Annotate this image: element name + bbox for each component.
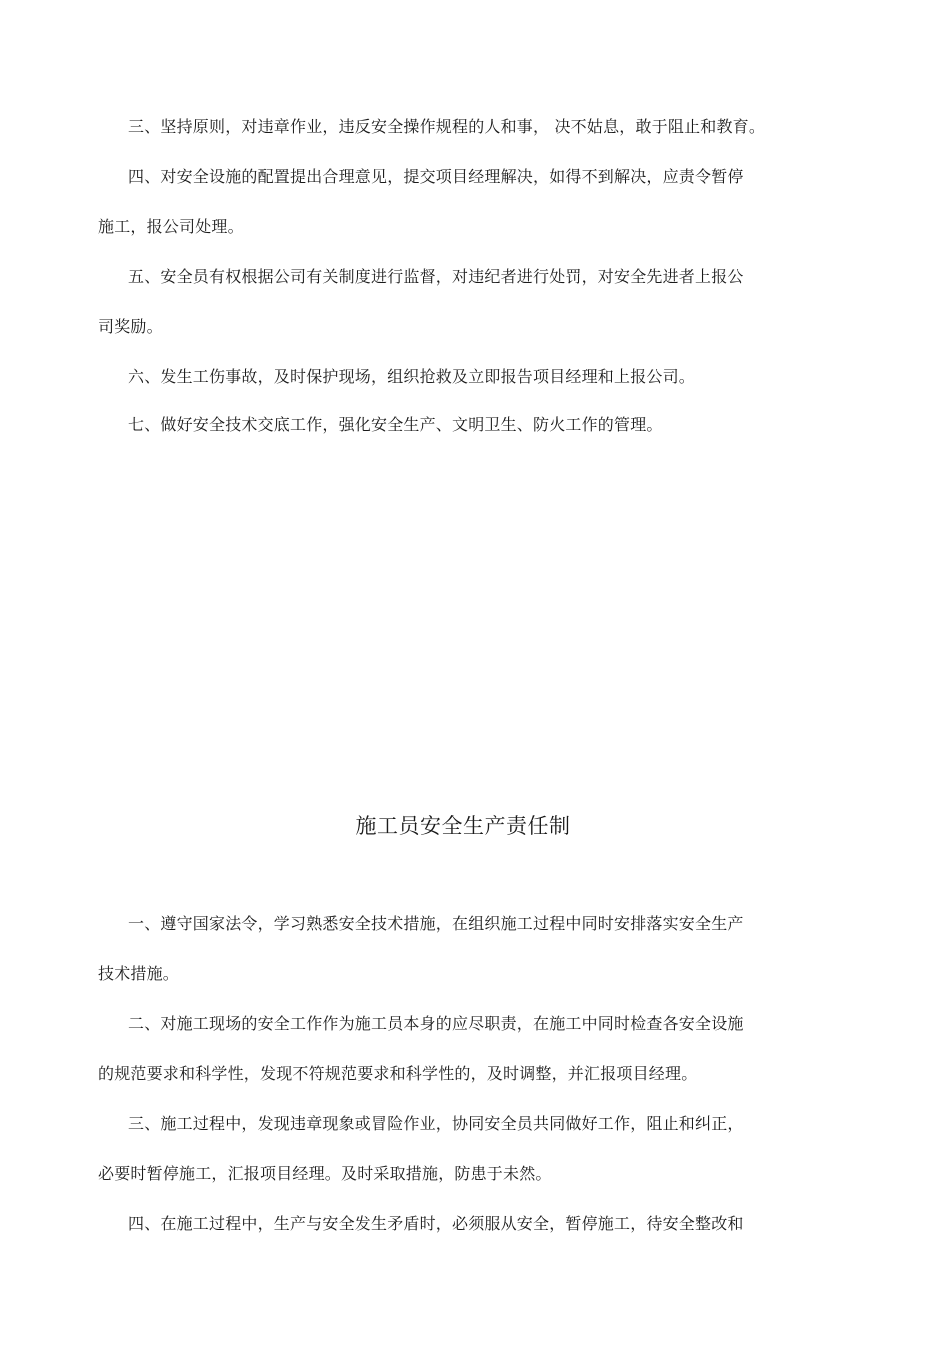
paragraph-line: 一、遵守国家法令，学习熟悉安全技术措施，在组织施工过程中同时安排落实安全生产 (128, 914, 744, 933)
section-title: 施工员安全生产责任制 (355, 814, 571, 838)
paragraph-line: 施工，报公司处理。 (98, 217, 244, 236)
paragraph-line: 的规范要求和科学性，发现不符规范要求和科学性的，及时调整，并汇报项目经理。 (98, 1064, 698, 1083)
paragraph-line: 七、做好安全技术交底工作，强化安全生产、文明卫生、防火工作的管理。 (128, 415, 663, 434)
paragraph-line: 必要时暂停施工，汇报项目经理。及时采取措施，防患于未然。 (98, 1164, 552, 1183)
paragraph-line: 三、施工过程中，发现违章现象或冒险作业，协同安全员共同做好工作，阻止和纠正， (128, 1114, 744, 1133)
paragraph-line: 二、对施工现场的安全工作作为施工员本身的应尽职责，在施工中同时检查各安全设施 (128, 1014, 744, 1033)
paragraph-line: 四、对安全设施的配置提出合理意见，提交项目经理解决，如得不到解决，应责令暂停 (128, 167, 744, 186)
paragraph-line: 四、在施工过程中，生产与安全发生矛盾时，必须服从安全，暂停施工，待安全整改和 (128, 1214, 744, 1233)
paragraph-line: 三、坚持原则，对违章作业，违反安全操作规程的人和事， 决不姑息，敢于阻止和教育。 (128, 117, 766, 136)
paragraph-line: 五、安全员有权根据公司有关制度进行监督，对违纪者进行处罚，对安全先进者上报公 (128, 267, 744, 286)
paragraph-line: 司奖励。 (98, 317, 163, 336)
paragraph-line: 六、发生工伤事故，及时保护现场，组织抢救及立即报告项目经理和上报公司。 (128, 367, 696, 386)
paragraph-line: 技术措施。 (98, 964, 180, 983)
